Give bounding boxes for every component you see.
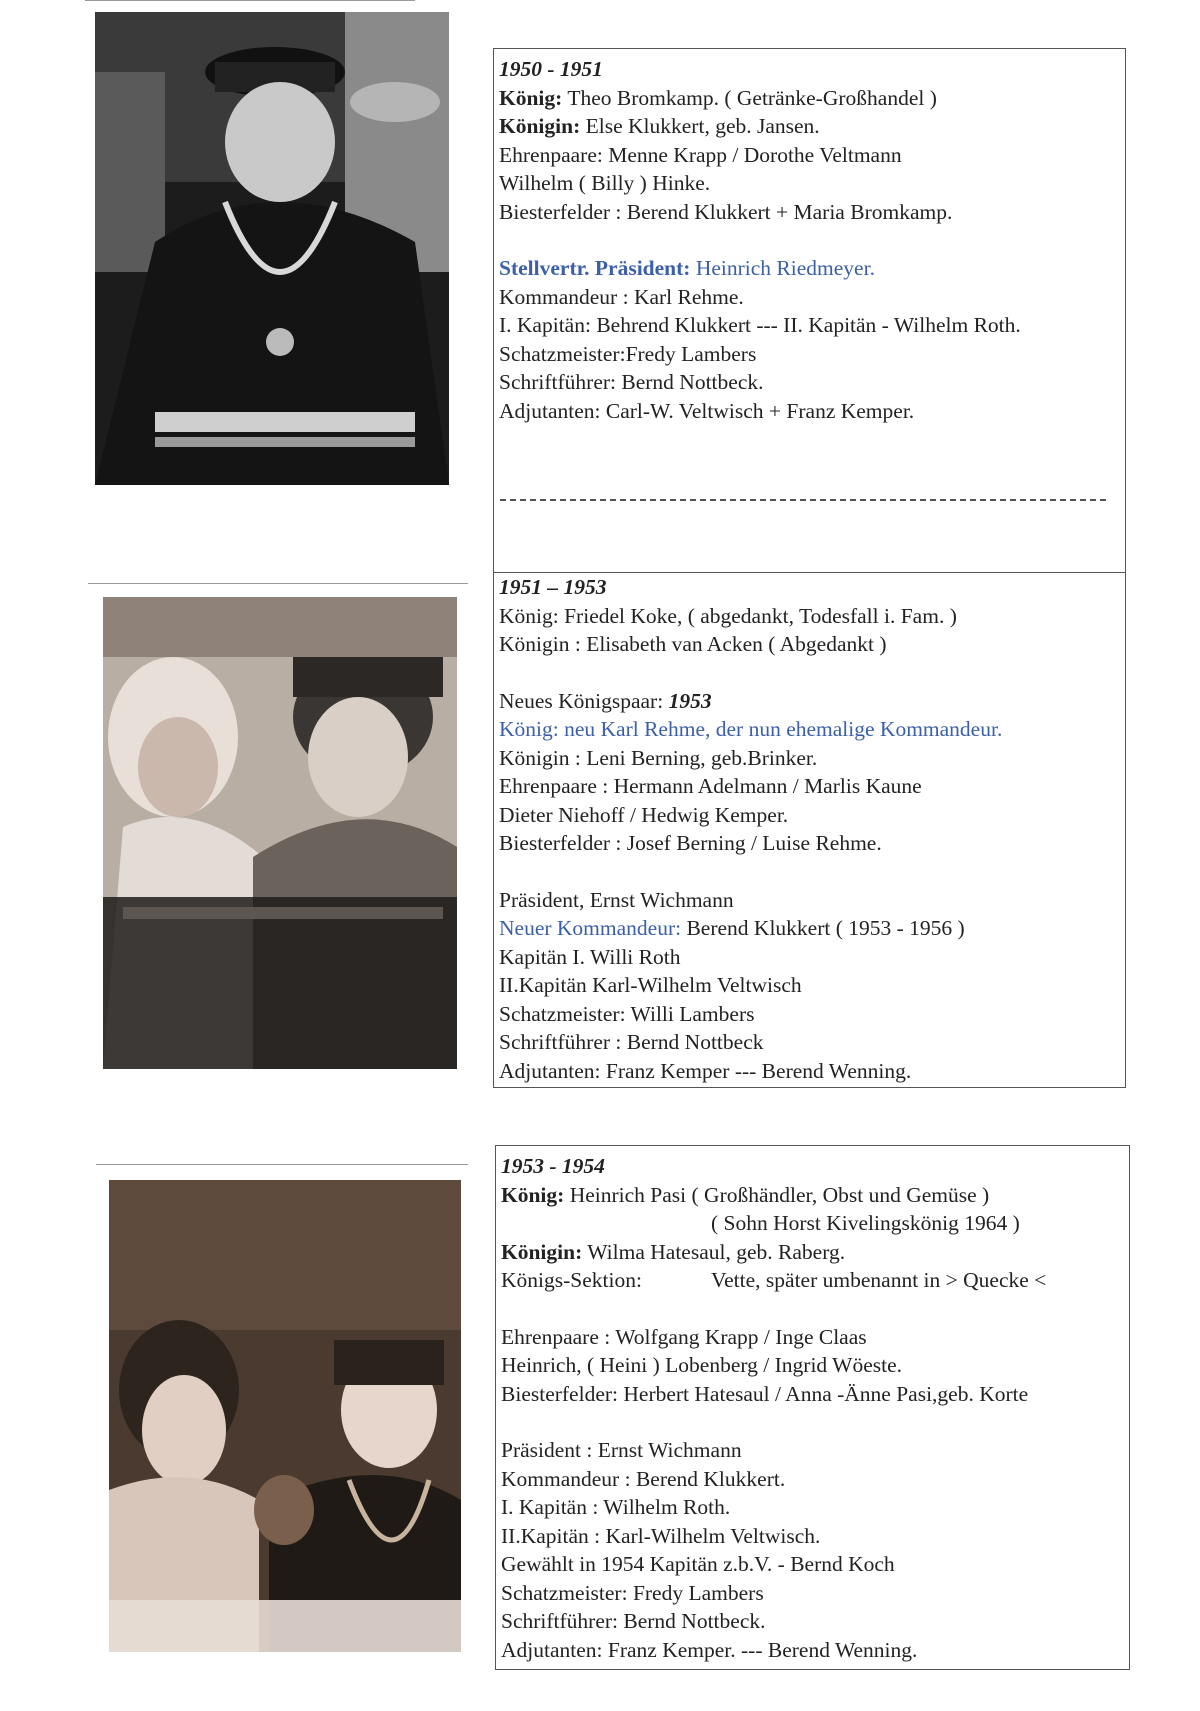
koenig-line <box>499 84 1117 113</box>
kapitaen-line-2: II.Kapitän Karl-Wilhelm Veltwisch <box>499 973 802 997</box>
praesident-line: Präsident, Ernst Wichmann <box>499 887 734 912</box>
schriftfuehrer-line: Schriftführer : Bernd Nottbeck <box>499 1030 764 1054</box>
entry-years: 1951 – 1953 <box>499 575 607 599</box>
biesterfelder-line: Biesterfelder : Berend Klukkert + Maria Bromkamp. <box>499 199 953 224</box>
entry-years: 1953 - 1954 <box>501 1154 605 1178</box>
praesident-value: Heinrich Riedmeyer. <box>690 256 875 280</box>
sektion-line <box>501 1266 1121 1295</box>
praesident-line <box>499 254 1117 283</box>
koenigin-line-2: Königin : Leni Berning, geb.Brinker. <box>499 745 818 770</box>
koenig-value: Heinrich Pasi ( Großhändler, Obst und Gemüse ) <box>564 1182 990 1207</box>
adjutanten-line: Adjutanten: Carl-W. Veltwisch + Franz Kemper. <box>499 398 915 423</box>
neues-koenigspaar-year: 1953 <box>668 688 712 713</box>
rule-top <box>85 0 415 1</box>
kommandeur-line: Kommandeur : Karl Rehme. <box>499 284 744 309</box>
adjutanten-line: Adjutanten: Franz Kemper --- Berend Wenning. <box>499 1058 912 1083</box>
ehrenpaare-line-2: Heinrich, ( Heini ) Lobenberg / Ingrid Wöeste. <box>501 1353 903 1377</box>
kapitaen-line-2: II.Kapitän : Karl-Wilhelm Veltwisch. <box>501 1523 821 1548</box>
entry-1951-1953 <box>493 573 1126 1088</box>
neu-koenig-line: König: neu Karl Rehme, der nun ehemalige Kommandeur. <box>499 717 1003 741</box>
kapitaen-line: I. Kapitän: Behrend Klukkert --- II. Kapitän - Wilhelm Roth. <box>499 313 1021 337</box>
koenig-line: König: Friedel Koke, ( abgedankt, Todesfall i. Fam. ) <box>499 603 957 628</box>
ehrenpaare-line: Ehrenpaare : Wolfgang Krapp / Inge Claas <box>501 1324 867 1349</box>
rule-section2 <box>88 583 468 584</box>
schatzmeister-line: Schatzmeister: Willi Lambers <box>499 1001 755 1026</box>
sohn-line: ( Sohn Horst Kivelingskönig 1964 ) <box>711 1211 1020 1235</box>
kommandeur-label: Neuer Kommandeur: <box>499 916 682 940</box>
photo-king-uniform <box>95 12 449 485</box>
dashed-divider <box>500 499 1106 501</box>
koenig-line <box>501 1181 1121 1210</box>
kapitaen-line-1: I. Kapitän : Wilhelm Roth. <box>501 1495 731 1519</box>
koenigin-line: Königin : Elisabeth van Acken ( Abgedankt ) <box>499 632 887 656</box>
koenig-value: Theo Bromkamp. ( Getränke-Großhandel ) <box>562 85 937 110</box>
rule-section3 <box>96 1164 468 1165</box>
koenigin-value: Else Klukkert, geb. Jansen. <box>580 114 820 138</box>
ehrenpaare-line-2: Wilhelm ( Billy ) Hinke. <box>499 171 711 195</box>
kommandeur-line: Kommandeur : Berend Klukkert. <box>501 1466 786 1491</box>
koenigin-line <box>501 1238 1121 1267</box>
photo-royal-couple-carriage <box>103 597 457 1069</box>
schatzmeister-line: Schatzmeister:Fredy Lambers <box>499 341 757 366</box>
ehrenpaare-line: Ehrenpaare: Menne Krapp / Dorothe Veltmann <box>499 142 902 167</box>
koenigin-label: Königin: <box>501 1239 583 1264</box>
sektion-label: Königs-Sektion: <box>501 1268 642 1292</box>
entry-years: 1950 - 1951 <box>499 57 603 81</box>
koenigin-label: Königin: <box>499 114 581 138</box>
schriftfuehrer-line: Schriftführer: Bernd Nottbeck. <box>501 1609 766 1633</box>
ehrenpaare-line: Ehrenpaare : Hermann Adelmann / Marlis Kaune <box>499 774 922 798</box>
koenigin-line <box>499 112 1117 141</box>
praesident-line: Präsident : Ernst Wichmann <box>501 1438 742 1462</box>
koenig-label: König: <box>501 1182 565 1207</box>
kommandeur-value: Berend Klukkert ( 1953 - 1956 ) <box>681 916 965 940</box>
entry-1950-1951 <box>493 48 1126 573</box>
praesident-label: Stellvertr. Präsident: <box>499 256 691 280</box>
sektion-value: Vette, später umbenannt in > Quecke < <box>711 1268 1047 1292</box>
adjutanten-line: Adjutanten: Franz Kemper. --- Berend Wenning. <box>501 1637 918 1662</box>
kapitaen-line-1: Kapitän I. Willi Roth <box>499 944 681 969</box>
entry-1953-1954 <box>495 1145 1130 1670</box>
koenigin-value: Wilma Hatesaul, geb. Raberg. <box>582 1239 846 1264</box>
gewaehlt-line: Gewählt in 1954 Kapitän z.b.V. - Bernd Koch <box>501 1552 895 1576</box>
biesterfelder-line: Biesterfelder: Herbert Hatesaul / Anna -Änne Pasi,geb. Korte <box>501 1381 1029 1406</box>
ehrenpaare-line-2: Dieter Niehoff / Hedwig Kemper. <box>499 802 789 827</box>
photo-royal-couple-seated <box>109 1180 461 1652</box>
neues-koenigspaar-line <box>499 687 1117 716</box>
kommandeur-line <box>499 914 1117 943</box>
neues-koenigspaar-label: Neues Königspaar: <box>499 688 669 713</box>
koenig-label: König: <box>499 85 563 110</box>
schriftfuehrer-line: Schriftführer: Bernd Nottbeck. <box>499 370 764 394</box>
biesterfelder-line: Biesterfelder : Josef Berning / Luise Rehme. <box>499 831 882 855</box>
schatzmeister-line: Schatzmeister: Fredy Lambers <box>501 1580 764 1605</box>
